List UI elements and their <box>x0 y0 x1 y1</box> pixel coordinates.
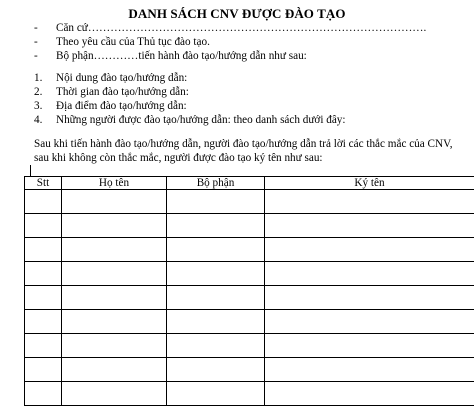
table-cell[interactable] <box>265 334 474 358</box>
table-cell[interactable] <box>25 334 62 358</box>
table-cell[interactable] <box>167 286 265 310</box>
column-header-signature: Ký tên <box>265 177 474 190</box>
bullet-marker: - <box>34 22 38 35</box>
table-cell[interactable] <box>25 190 62 214</box>
paragraph-line: sau khi không còn thắc mắc, người được đào tạo ký tên như sau: <box>34 152 323 165</box>
time-line: Thời gian đào tạo/hướng dẫn: <box>56 86 189 99</box>
department-line: Bộ phận…………tiến hành đào tạo/hướng dẫn như sau: <box>56 50 307 63</box>
table-cell[interactable] <box>265 214 474 238</box>
item-number: 2. <box>34 86 42 99</box>
table-cell[interactable] <box>265 286 474 310</box>
table-row <box>25 358 474 382</box>
table-cell[interactable] <box>62 214 167 238</box>
table-header-row <box>25 177 474 190</box>
table-cell[interactable] <box>167 262 265 286</box>
table-cell[interactable] <box>25 310 62 334</box>
item-number: 1. <box>34 72 42 85</box>
table-cell[interactable] <box>62 310 167 334</box>
table-row <box>25 190 474 214</box>
column-header-stt: Stt <box>25 177 62 190</box>
location-line: Địa điểm đào tạo/hướng dẫn: <box>56 100 187 113</box>
table-cell[interactable] <box>62 334 167 358</box>
table-row <box>25 286 474 310</box>
column-header-department: Bộ phận <box>167 177 265 190</box>
table-cell[interactable] <box>167 190 265 214</box>
table-cell[interactable] <box>25 214 62 238</box>
table-row <box>25 262 474 286</box>
table-cell[interactable] <box>25 358 62 382</box>
table-cell[interactable] <box>167 238 265 262</box>
trainees-line: Những người được đào tạo/hướng dẫn: theo danh sách dưới đây: <box>56 114 346 127</box>
table-cell[interactable] <box>62 190 167 214</box>
table-row <box>25 214 474 238</box>
table-cell[interactable] <box>265 358 474 382</box>
document-title: DANH SÁCH CNV ĐƯỢC ĐÀO TẠO <box>0 6 474 22</box>
trainee-table <box>24 176 474 406</box>
content-line: Nội dung đào tạo/hướng dẫn: <box>56 72 187 85</box>
text-cursor <box>30 165 31 176</box>
table-cell[interactable] <box>25 262 62 286</box>
table-row <box>25 310 474 334</box>
table-row <box>25 334 474 358</box>
column-header-name: Họ tên <box>62 177 167 190</box>
item-number: 4. <box>34 114 42 127</box>
table-cell[interactable] <box>62 286 167 310</box>
table-cell[interactable] <box>25 286 62 310</box>
table-cell[interactable] <box>265 262 474 286</box>
table-cell[interactable] <box>167 358 265 382</box>
table-cell[interactable] <box>62 262 167 286</box>
table-cell[interactable] <box>167 334 265 358</box>
basis-line: Căn cứ………………………………………………………………………………. <box>56 22 426 35</box>
table-cell[interactable] <box>167 214 265 238</box>
item-number: 3. <box>34 100 42 113</box>
request-line: Theo yêu cầu của Thủ tục đào tạo. <box>56 36 210 49</box>
table-cell[interactable] <box>62 358 167 382</box>
table-cell[interactable] <box>265 310 474 334</box>
table-cell[interactable] <box>265 238 474 262</box>
table-row <box>25 238 474 262</box>
table-cell[interactable] <box>265 190 474 214</box>
table-cell[interactable] <box>62 238 167 262</box>
bullet-marker: - <box>34 36 38 49</box>
table-cell[interactable] <box>167 310 265 334</box>
paragraph-line: Sau khi tiến hành đào tạo/hướng dẫn, người đào tạo/hướng dẫn trả lời các thắc mắc của CNV, <box>34 138 453 151</box>
table-cell[interactable] <box>25 238 62 262</box>
bullet-marker: - <box>34 50 38 63</box>
